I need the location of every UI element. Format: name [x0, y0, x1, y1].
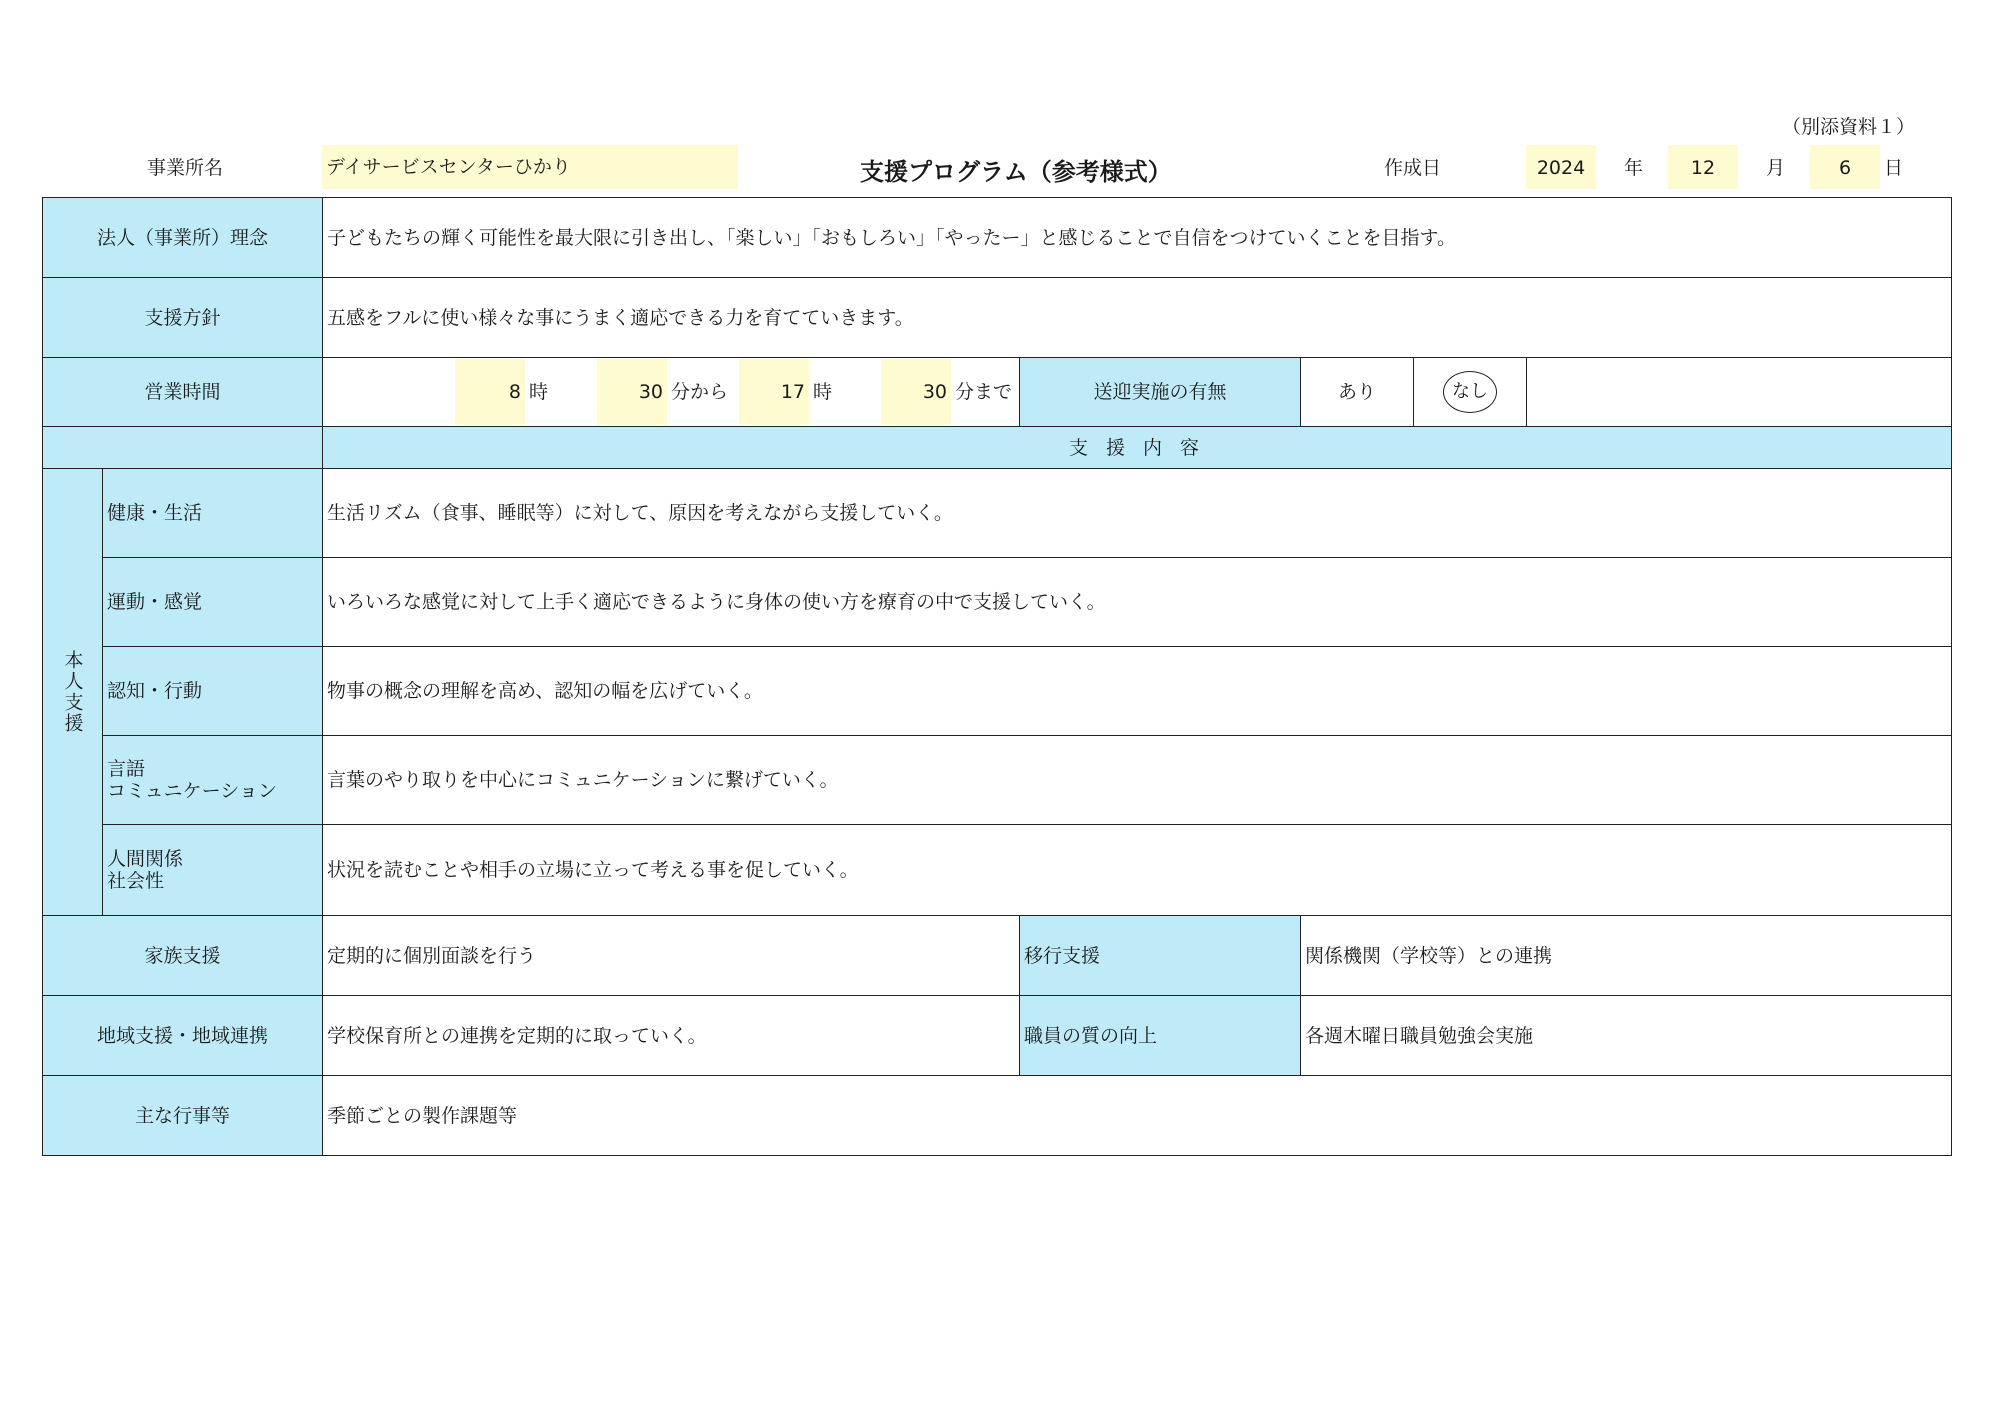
end-minute-field[interactable]: 30: [881, 359, 951, 425]
transport-label: 送迎実施の有無: [1019, 357, 1301, 427]
community-support-label: 地域支援・地域連携: [42, 995, 323, 1076]
community-support-text[interactable]: 学校保育所との連携を定期的に取っていく。: [322, 995, 1020, 1076]
individual-row-label: 言語 コミュニケーション: [102, 735, 323, 825]
events-label: 主な行事等: [42, 1075, 323, 1156]
annex-label: （別添資料１）: [1782, 116, 1916, 138]
end-hour-field[interactable]: 17: [739, 359, 809, 425]
individual-row-label: 認知・行動: [102, 646, 323, 736]
family-support-text[interactable]: 定期的に個別面談を行う: [322, 915, 1020, 996]
transition-support-label: 移行支援: [1019, 915, 1301, 996]
staff-quality-label: 職員の質の向上: [1019, 995, 1301, 1076]
philosophy-text[interactable]: 子どもたちの輝く可能性を最大限に引き出し、「楽しい」「おもしろい」「やったー」と感じることで自信をつけていくことを目指す。: [322, 197, 1952, 278]
transport-yes-option[interactable]: あり: [1300, 357, 1414, 427]
individual-row-text[interactable]: いろいろな感覚に対して上手く適応できるように身体の使い方を療育の中で支援していく。: [322, 557, 1952, 647]
individual-row-label: 健康・生活: [102, 468, 323, 558]
hour-unit: 時: [529, 381, 549, 403]
selected-circle: なし: [1443, 371, 1497, 413]
individual-row-text[interactable]: 物事の概念の理解を高め、認知の幅を広げていく。: [322, 646, 1952, 736]
created-date-label: 作成日: [1384, 157, 1442, 179]
start-minute-field[interactable]: 30: [597, 359, 667, 425]
page-title: 支援プログラム（参考様式）: [860, 158, 1172, 186]
until-unit: 分まで: [955, 381, 1013, 403]
individual-row-text[interactable]: 状況を読むことや相手の立場に立って考える事を促していく。: [322, 824, 1952, 916]
from-unit: 分から: [671, 381, 729, 403]
staff-quality-text[interactable]: 各週木曜日職員勉強会実施: [1300, 995, 1952, 1076]
transition-support-text[interactable]: 関係機関（学校等）との連携: [1300, 915, 1952, 996]
individual-row-label: 人間関係 社会性: [102, 824, 323, 916]
individual-row-label: 運動・感覚: [102, 557, 323, 647]
facility-label: 事業所名: [146, 157, 223, 179]
individual-row-text[interactable]: 生活リズム（食事、睡眠等）に対して、原因を考えながら支援していく。: [322, 468, 1952, 558]
policy-label: 支援方針: [42, 277, 323, 358]
transport-blank-cell: [1526, 357, 1952, 427]
year-unit: 年: [1624, 157, 1644, 179]
hours-cell: [322, 357, 1020, 427]
support-header-blank: [42, 426, 323, 469]
hours-label: 営業時間: [42, 357, 323, 427]
transport-no-option[interactable]: [1413, 357, 1527, 427]
facility-name-field[interactable]: デイサービスセンターひかり: [322, 145, 738, 189]
individual-support-label: [42, 468, 103, 916]
start-hour-field[interactable]: 8: [455, 359, 525, 425]
individual-support-text: 本人支援: [61, 650, 84, 734]
month-unit: 月: [1766, 157, 1786, 179]
philosophy-label: 法人（事業所）理念: [42, 197, 323, 278]
month-field[interactable]: 12: [1668, 145, 1738, 189]
individual-row-text[interactable]: 言葉のやり取りを中心にコミュニケーションに繋げていく。: [322, 735, 1952, 825]
year-field[interactable]: 2024: [1526, 145, 1596, 189]
support-content-header: 支 援 内 容: [322, 426, 1952, 469]
policy-text[interactable]: 五感をフルに使い様々な事にうまく適応できる力を育てていきます。: [322, 277, 1952, 358]
hour-unit-2: 時: [813, 381, 833, 403]
family-support-label: 家族支援: [42, 915, 323, 996]
day-field[interactable]: 6: [1810, 145, 1880, 189]
day-unit: 日: [1884, 157, 1904, 179]
events-text[interactable]: 季節ごとの製作課題等: [322, 1075, 1952, 1156]
